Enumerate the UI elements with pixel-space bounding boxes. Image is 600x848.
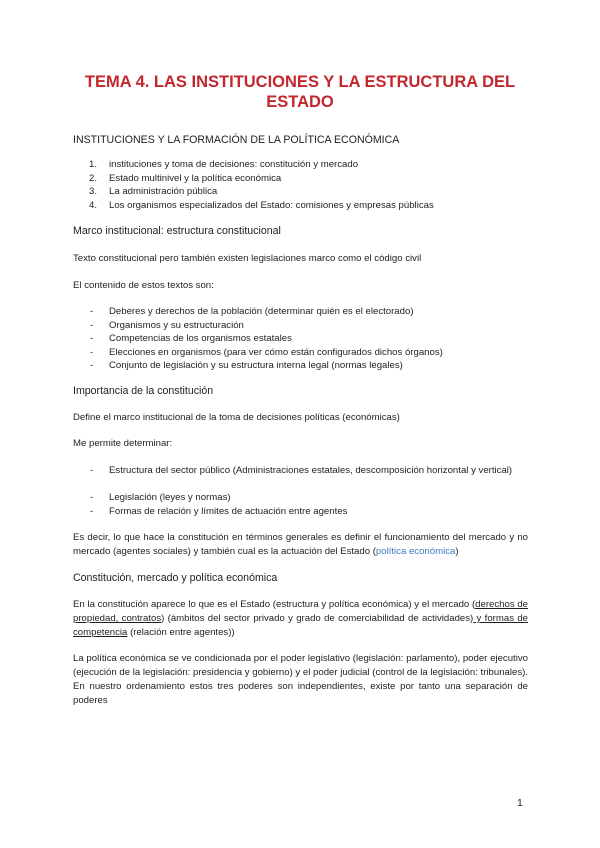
section-heading-marco: Marco institucional: estructura constitucional — [73, 225, 281, 237]
list-item: Estructura del sector público (Administraciones estatales, descomposición horizontal y vertical) — [109, 465, 513, 476]
list-item: Competencias de los organismos estatales — [109, 333, 292, 344]
list-number: 3. — [89, 186, 98, 197]
list-item: Formas de relación y límites de actuación entre agentes — [109, 505, 348, 517]
paragraph: Define el marco institucional de la toma de decisiones políticas (económicas) — [73, 412, 400, 423]
paragraph: Texto constitucional pero también existen legislaciones marco como el código civil — [73, 253, 422, 264]
list-item: Conjunto de legislación y su estructura interna legal (normas legales) — [109, 360, 403, 371]
section-heading-importancia: Importancia de la constitución — [73, 385, 214, 397]
paragraph: La política económica se ve condicionada por el poder legislativo (legislación: parlamento), poder ejecutivo (ejecución de la legislación: presidencia y gobierno) y el poder judicial (control de la legislación: tribunales). En nuestro ordenamiento estos tres poderes son independientes, existe por tanto una separación de poderes — [73, 653, 528, 706]
paragraph: Es decir, lo que hace la constitución en términos generales es definir el funcionamiento del mercado y no mercado (agentes sociales) y también cual es la actuación del Estado (política económica) — [73, 532, 528, 557]
page-number: 1 — [517, 797, 523, 809]
list-item: Estado multinivel y la política económica — [109, 172, 282, 184]
document-page: TEMA 4. LAS INSTITUCIONES Y LA ESTRUCTURA DEL ESTADO INSTITUCIONES Y LA FORMACIÓN DE LA POLÍTICA ECONÓMICA 1. instituciones y toma de decisiones: constitución y mercado 2. Estado multinivel y la política económica 3. La administración pública 4. Los organismos especializados del Estado: comisiones y empresas públicas Marco institucional: estructura constitucional Texto constitucional pero también existen legislaciones marco como el código civil El contenido de estos textos son: - Deberes y derechos de la población (determinar quién es el electorado) - Organismos y su estructuración - Competencias de los organismos estatales - Elecciones en organismos (para ver cómo están configurados dichos órganos) - Conjunto de legislación y su estructura interna legal (normas legales) Importancia de la constitución Define el marco institucional de la toma de decisiones políticas (económicas) Me permite determinar: - Estructura del sector público (Administraciones estatales, descomposición horizontal y vertical) - Legislación (leyes y normas) - Formas de relación y límites de actuación entre agentes Es decir, lo que hace la constitución en términos generales es definir el funcionamiento del mercado y no mercado (agentes sociales) y también cual es la actuación del Estado (política económica) Constitución, mercado y política económica En la constitución aparece lo que es el Estado (estructura y política económica) y el mercado (derechos de propiedad, contratos) (ámbitos del sector privado y grado de comerciabilidad de actividades) y formas de competencia (relación entre agentes)) La política económica se ve condicionada por el poder legislativo (legislación: parlamento), poder ejecutivo (ejecución de la legislación: presidencia y gobierno) y el poder judicial (control de la legislación: tribunales). En nuestro ordenamiento estos tres poderes son independientes, existe por tanto una separación de poderes 1 — [73, 73, 528, 809]
list-item: Deberes y derechos de la población (determinar quién es el electorado) — [109, 306, 414, 317]
section-heading-instituciones: INSTITUCIONES Y LA FORMACIÓN DE LA POLÍTICA ECONÓMICA — [73, 134, 400, 146]
list-item: Elecciones en organismos (para ver cómo están configurados dichos órganos) — [109, 346, 443, 358]
list-number: 1. — [89, 159, 98, 170]
paragraph: Me permite determinar: — [73, 438, 173, 449]
paragraph: En la constitución aparece lo que es el Estado (estructura y política económica) y el mercado (derechos de propiedad, contratos) (ámbitos del sector privado y grado de comerciabilidad de actividades) y formas de competencia (relación entre agentes)) — [73, 599, 528, 638]
politica-economica-link[interactable]: política económica — [375, 546, 456, 557]
paragraph: El contenido de estos textos son: — [73, 280, 214, 291]
list-item: Legislación (leyes y normas) — [109, 492, 231, 503]
list-item: Organismos y su estructuración — [109, 319, 244, 331]
list-item: instituciones y toma de decisiones: constitución y mercado — [109, 159, 359, 170]
list-item: La administración pública — [109, 186, 218, 197]
list-number: 4. — [89, 199, 98, 211]
section-heading-constitucion: Constitución, mercado y política económica — [73, 572, 278, 584]
list-item: Los organismos especializados del Estado: comisiones y empresas públicas — [109, 199, 434, 211]
list-number: 2. — [89, 172, 98, 184]
document-title: TEMA 4. LAS INSTITUCIONES Y LA ESTRUCTURA DEL ESTADO — [84, 73, 516, 111]
